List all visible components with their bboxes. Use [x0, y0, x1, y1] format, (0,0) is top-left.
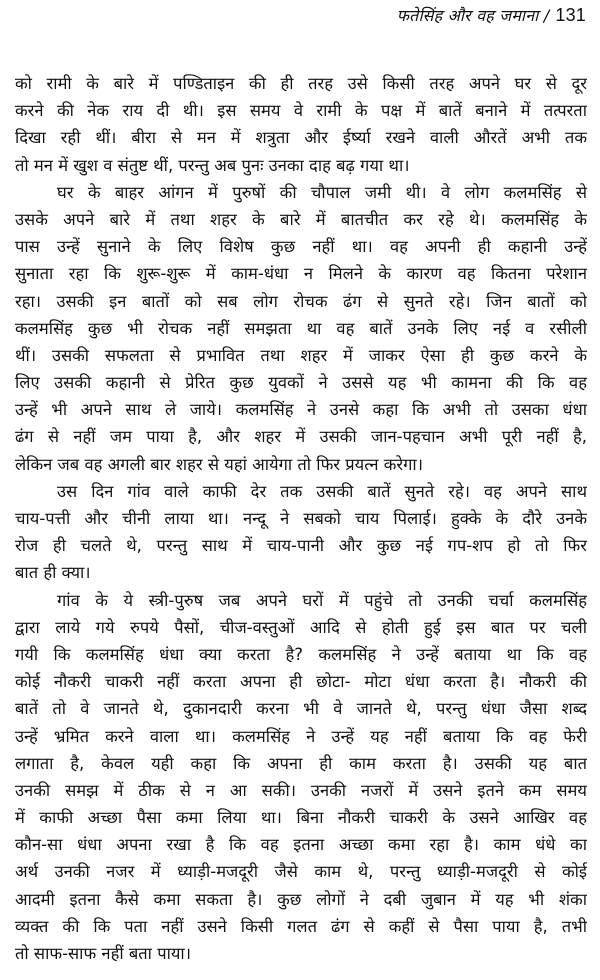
- text-line: घर के बाहर आंगन में पुरुषों की चौपाल जमी थी। वे लोग कलमसिंह से: [57, 182, 587, 202]
- paragraph: [15, 70, 587, 179]
- text-line: तो साफ-साफ नहीं बता पाया।: [15, 944, 191, 963]
- paragraph: [15, 587, 587, 968]
- paragraph: [15, 478, 587, 587]
- text-line: लिए उसकी कहानी से प्रेरित कुछ युवकों ने उससे यह भी कामना की कि वह: [15, 373, 587, 393]
- text-line: आदमी इतना कैसे कमा सकता है। कुछ लोगों ने दबी जुबान में यह भी शंका: [15, 889, 587, 909]
- text-line: उन्हें भी अपने साथ ले जाये। कलमसिंह ने उनसे कहा कि अभी तो उसका धंधा: [15, 400, 587, 420]
- text-line: सुनाता रहा कि शुरू-शुरू में काम-धंधा न मिलने के कारण वह कितना परेशान: [15, 264, 587, 284]
- text-line: लेकिन जब वह अगली बार शहर से यहां आयेगा तो फिर प्रयत्न करेगा।: [15, 454, 423, 474]
- running-header: [397, 4, 586, 26]
- text-line: करने की नेक राय दी थी। इस समय वे रामी के पक्ष में बातें बनाने में तत्परता: [15, 101, 587, 121]
- text-line: ढंग से नहीं जम पाया है, और शहर में उसकी जान-पहचान अभी पूरी नहीं है,: [15, 427, 587, 447]
- text-line: बात ही क्या।: [15, 563, 91, 583]
- text-line: में काफी अच्छा पैसा कमा लिया था। बिना नौकरी चाकरी के उसने आखिर वह: [15, 808, 587, 828]
- text-line: गांव के ये स्त्री-पुरुष जब अपने घरों में पहुंचे तो उनकी चर्चा कलमसिंह: [57, 590, 587, 610]
- text-line: को रामी के बारे में पण्डिताइन की ही तरह उसे किसी तरह अपने घर से दूर: [15, 74, 587, 93]
- text-line: चाय-पत्ती और चीनी लाया था। नन्दू ने सबको चाय पिलाई। हुक्के के दौरे उनके: [15, 509, 587, 528]
- text-line: उनकी समझ में ठीक से न आ सकी। उनकी नजरों में उसने इतने कम समय: [15, 780, 587, 800]
- text-line: दिखा रही थीं। बीरा से मन में शत्रुता और ईर्ष्या रखने वाली औरतें अभी तक: [15, 128, 587, 148]
- text-line: थीं। उसकी सफलता से प्रभावित तथा शहर में जाकर ऐसा ही कुछ करने के: [15, 345, 587, 365]
- text-line: अर्थ उनकी नजर में ध्याड़ी-मजदूरी जैसे काम थे, परन्तु ध्याड़ी-मजदूरी से कोई: [15, 862, 587, 882]
- text-line: उसके अपने बारे में तथा शहर के बारे में बातचीत कर रहे थे। कलमसिंह के: [15, 209, 587, 229]
- text-line: बातें तो वे जानते थे, दुकानदारी करना भी वे जानते थे, परन्तु धंधा जैसा शब्द: [15, 699, 587, 719]
- text-line: तो मन में खुश व संतुष्ट थीं, परन्तु अब पुनः उनका दाह बढ़ गया था।: [15, 155, 410, 175]
- text-line: रहा। उसकी इन बातों को सब लोग रोचक ढंग से सुनते रहे। जिन बातों को: [15, 291, 587, 311]
- text-line: रोज ही चलते थे, परन्तु साथ में चाय-पानी और कुछ नई गप-शप हो तो फिर: [15, 536, 587, 556]
- page-number: 131: [555, 5, 586, 25]
- text-line: कौन-सा धंधा अपना रखा है कि वह इतना अच्छा कमा रहा है। काम धंधे का: [15, 835, 587, 855]
- page-body: [15, 70, 587, 967]
- text-line: गयी कि कलमसिंह धंधा क्या करता है? कलमसिंह ने उन्हें बताया था कि वह: [15, 644, 587, 664]
- text-line: कोई नौकरी चाकरी नहीं करता अपना ही छोटा- मोटा धंधा करता है। नौकरी की: [15, 672, 587, 692]
- text-line: पास उन्हें सुनाने के लिए विशेष कुछ नहीं था। वह अपनी ही कहानी उन्हें: [15, 237, 587, 257]
- text-line: द्वारा लाये गये रुपये पैसों, चीज-वस्तुओं आदि से होती हुई इस बात पर चली: [15, 617, 587, 637]
- text-line: लगाता है, केवल यही कहा कि अपना ही काम करता है। उसकी यह बात: [15, 753, 587, 773]
- chapter-title: फतेसिंह और वह जमाना /: [396, 6, 550, 25]
- text-line: उस दिन गांव वाले काफी देर तक उसकी बातें सुनते रहे। वह अपने साथ: [57, 481, 587, 501]
- text-line: व्यक्त की कि पता नहीं उसने किसी गलत ढंग से कहीं से पैसा पाया है, तभी: [15, 916, 587, 936]
- text-line: कलमसिंह कुछ भी रोचक नहीं समझता था वह बातें उनके लिए नई व रसीली: [15, 318, 587, 338]
- paragraph: [15, 179, 587, 478]
- text-line: उन्हें भ्रमित करने वाला था। कलमसिंह ने उन्हें यह नहीं बताया कि वह फेरी: [15, 726, 587, 746]
